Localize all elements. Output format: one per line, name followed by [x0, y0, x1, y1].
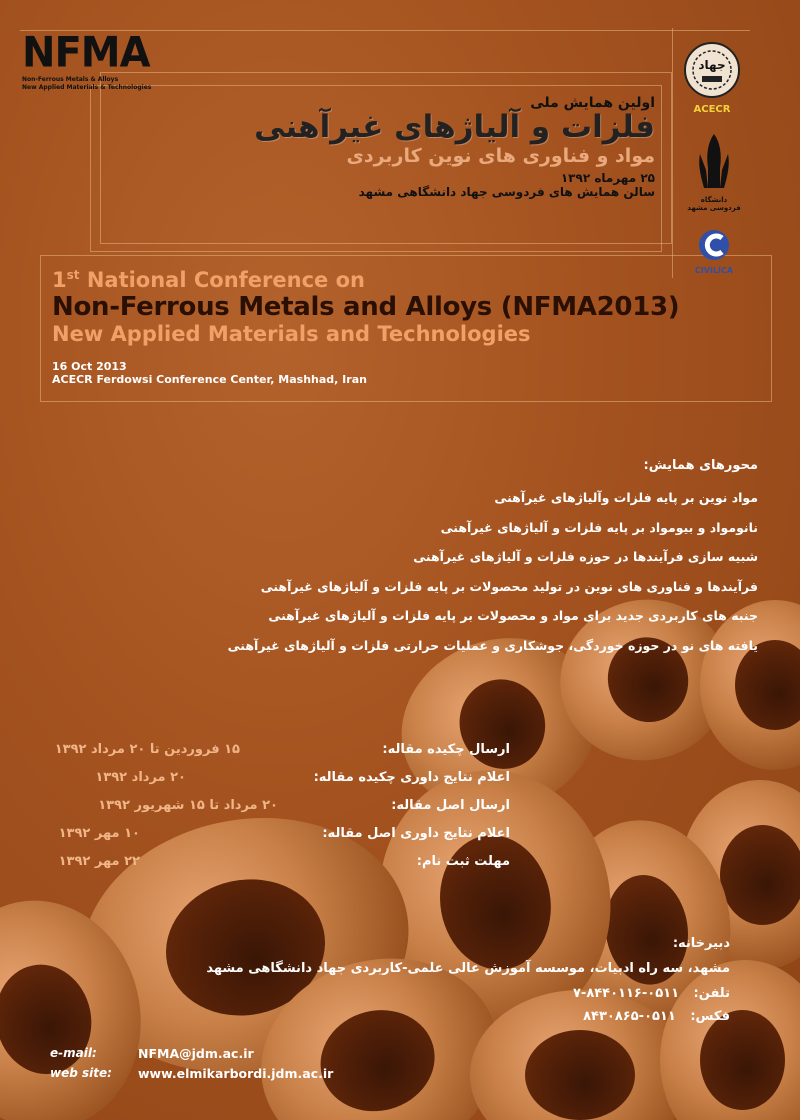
topics-title: محورهای همایش: — [643, 458, 758, 473]
persian-date: ۲۵ مهرماه ۱۳۹۲ — [560, 171, 655, 185]
dates-value: ۱۵ فروردین تا ۲۰ مرداد ۱۳۹۲ — [54, 742, 240, 757]
dates-value: ۲۰ مرداد ۱۳۹۲ — [95, 770, 186, 785]
persian-title-block — [155, 95, 655, 199]
dates-value: ۲۰ مرداد تا ۱۵ شهریور ۱۳۹۲ — [98, 798, 278, 813]
civilica-emblem-icon — [686, 228, 742, 262]
dates-row — [48, 770, 510, 796]
logo-subtitle-1: Non-Ferrous Metals & Alloys — [22, 76, 119, 83]
dates-row — [48, 826, 510, 852]
english-title-main: Non-Ferrous Metals and Alloys (NFMA2013) — [52, 292, 680, 322]
acecr-caption: ACECR — [693, 104, 731, 115]
dates-label: اعلام نتایج داوری اصل مقاله: — [322, 826, 510, 841]
email-link[interactable]: NFMA@jdm.ac.ir — [138, 1046, 254, 1061]
persian-title-line1: اولین همایش ملی — [530, 95, 655, 111]
persian-venue: سالن همایش های فردوسی جهاد دانشگاهی مشهد — [358, 185, 655, 199]
dates-row — [48, 798, 510, 824]
dates-value: ۱۰ مهر ۱۳۹۲ — [58, 826, 140, 841]
nfma-logo — [22, 30, 172, 92]
topic-item: جنبه های کاربردی جدید برای مواد و محصولات بر پایه فلزات و آلیاژهای غیرآهنی — [268, 608, 758, 623]
email-label: e-mail: — [50, 1046, 97, 1060]
civilica-caption: CIVILICA — [694, 266, 734, 275]
logo-subtitle-2: New Applied Materials & Technologies — [22, 84, 152, 91]
dates-label: اعلام نتایج داوری چکیده مقاله: — [313, 770, 510, 785]
english-title-block — [52, 268, 772, 386]
english-title-line1: 1st National Conference on — [52, 268, 365, 292]
dates-label: ارسال چکیده مقاله: — [382, 742, 510, 757]
secretariat-address: مشهد، سه راه ادبیات، موسسه آموزش عالی علمی-کاربردی جهاد دانشگاهی مشهد — [206, 961, 730, 976]
nfma-logo-mark: NFMA — [22, 28, 150, 78]
secretariat-fax — [110, 1009, 730, 1024]
university-caption: دانشگاه فردوسی مشهد — [687, 196, 741, 212]
dates-label: ارسال اصل مقاله: — [391, 798, 510, 813]
frame-line-right — [672, 28, 673, 278]
secretariat-title: دبیرخانه: — [672, 936, 730, 951]
topic-item: یافته های نو در حوزه خوردگی، جوشکاری و عملیات حرارتی فلزات و آلیاژهای غیرآهنی — [227, 637, 758, 653]
secretariat-phone — [110, 986, 730, 1001]
fax-label: فکس: — [690, 1009, 730, 1024]
topic-item: فرآیندها و فناوری های نوین در تولید محصولات بر پایه فلزات و آلیاژهای غیرآهنی — [260, 578, 758, 594]
topic-item: مواد نوین بر پایه فلزات وآلیاژهای غیرآهنی — [494, 490, 758, 505]
dates-row — [48, 854, 510, 880]
persian-subtitle: مواد و فناوری های نوین کاربردی — [346, 145, 655, 167]
secretariat-section — [110, 936, 730, 1024]
dates-label: مهلت ثبت نام: — [416, 854, 510, 869]
topic-item: نانومواد و بیومواد بر پایه فلزات و آلیاژهای غیرآهنی — [440, 519, 758, 535]
important-dates — [48, 742, 510, 882]
contact-section — [50, 1046, 450, 1086]
persian-title-main: فلزات و آلیاژهای غیرآهنی — [254, 109, 655, 145]
email-row — [50, 1046, 450, 1066]
dates-row — [48, 742, 510, 768]
phone-value: ۰۵۱۱-۸۴۴۰۱۱۶-۷ — [572, 986, 680, 1001]
english-subtitle: New Applied Materials and Technologies — [52, 322, 531, 346]
website-row — [50, 1066, 450, 1086]
english-date: 16 Oct 2013 — [52, 360, 127, 373]
website-label: web site: — [50, 1066, 112, 1080]
website-link[interactable]: www.elmikarbordi.jdm.ac.ir — [138, 1066, 334, 1081]
topics-list — [38, 483, 758, 660]
university-emblem-icon — [686, 130, 742, 192]
topics-section — [38, 458, 758, 660]
fax-value: ۰۵۱۱-۸۴۳۰۸۶۵ — [583, 1009, 676, 1024]
jahad-text: جهاد — [698, 58, 726, 72]
phone-label: تلفن: — [693, 986, 730, 1001]
ferdowsi-university-logo — [686, 130, 742, 225]
topic-item: شبیه سازی فرآیندها در حوزه فلزات و آلیاژهای غیرآهنی — [413, 549, 758, 564]
english-venue: ACECR Ferdowsi Conference Center, Mashhad, Iran — [52, 373, 367, 386]
acecr-logo — [682, 40, 742, 120]
dates-value: ۲۲ مهر ۱۳۹۲ — [58, 854, 140, 869]
